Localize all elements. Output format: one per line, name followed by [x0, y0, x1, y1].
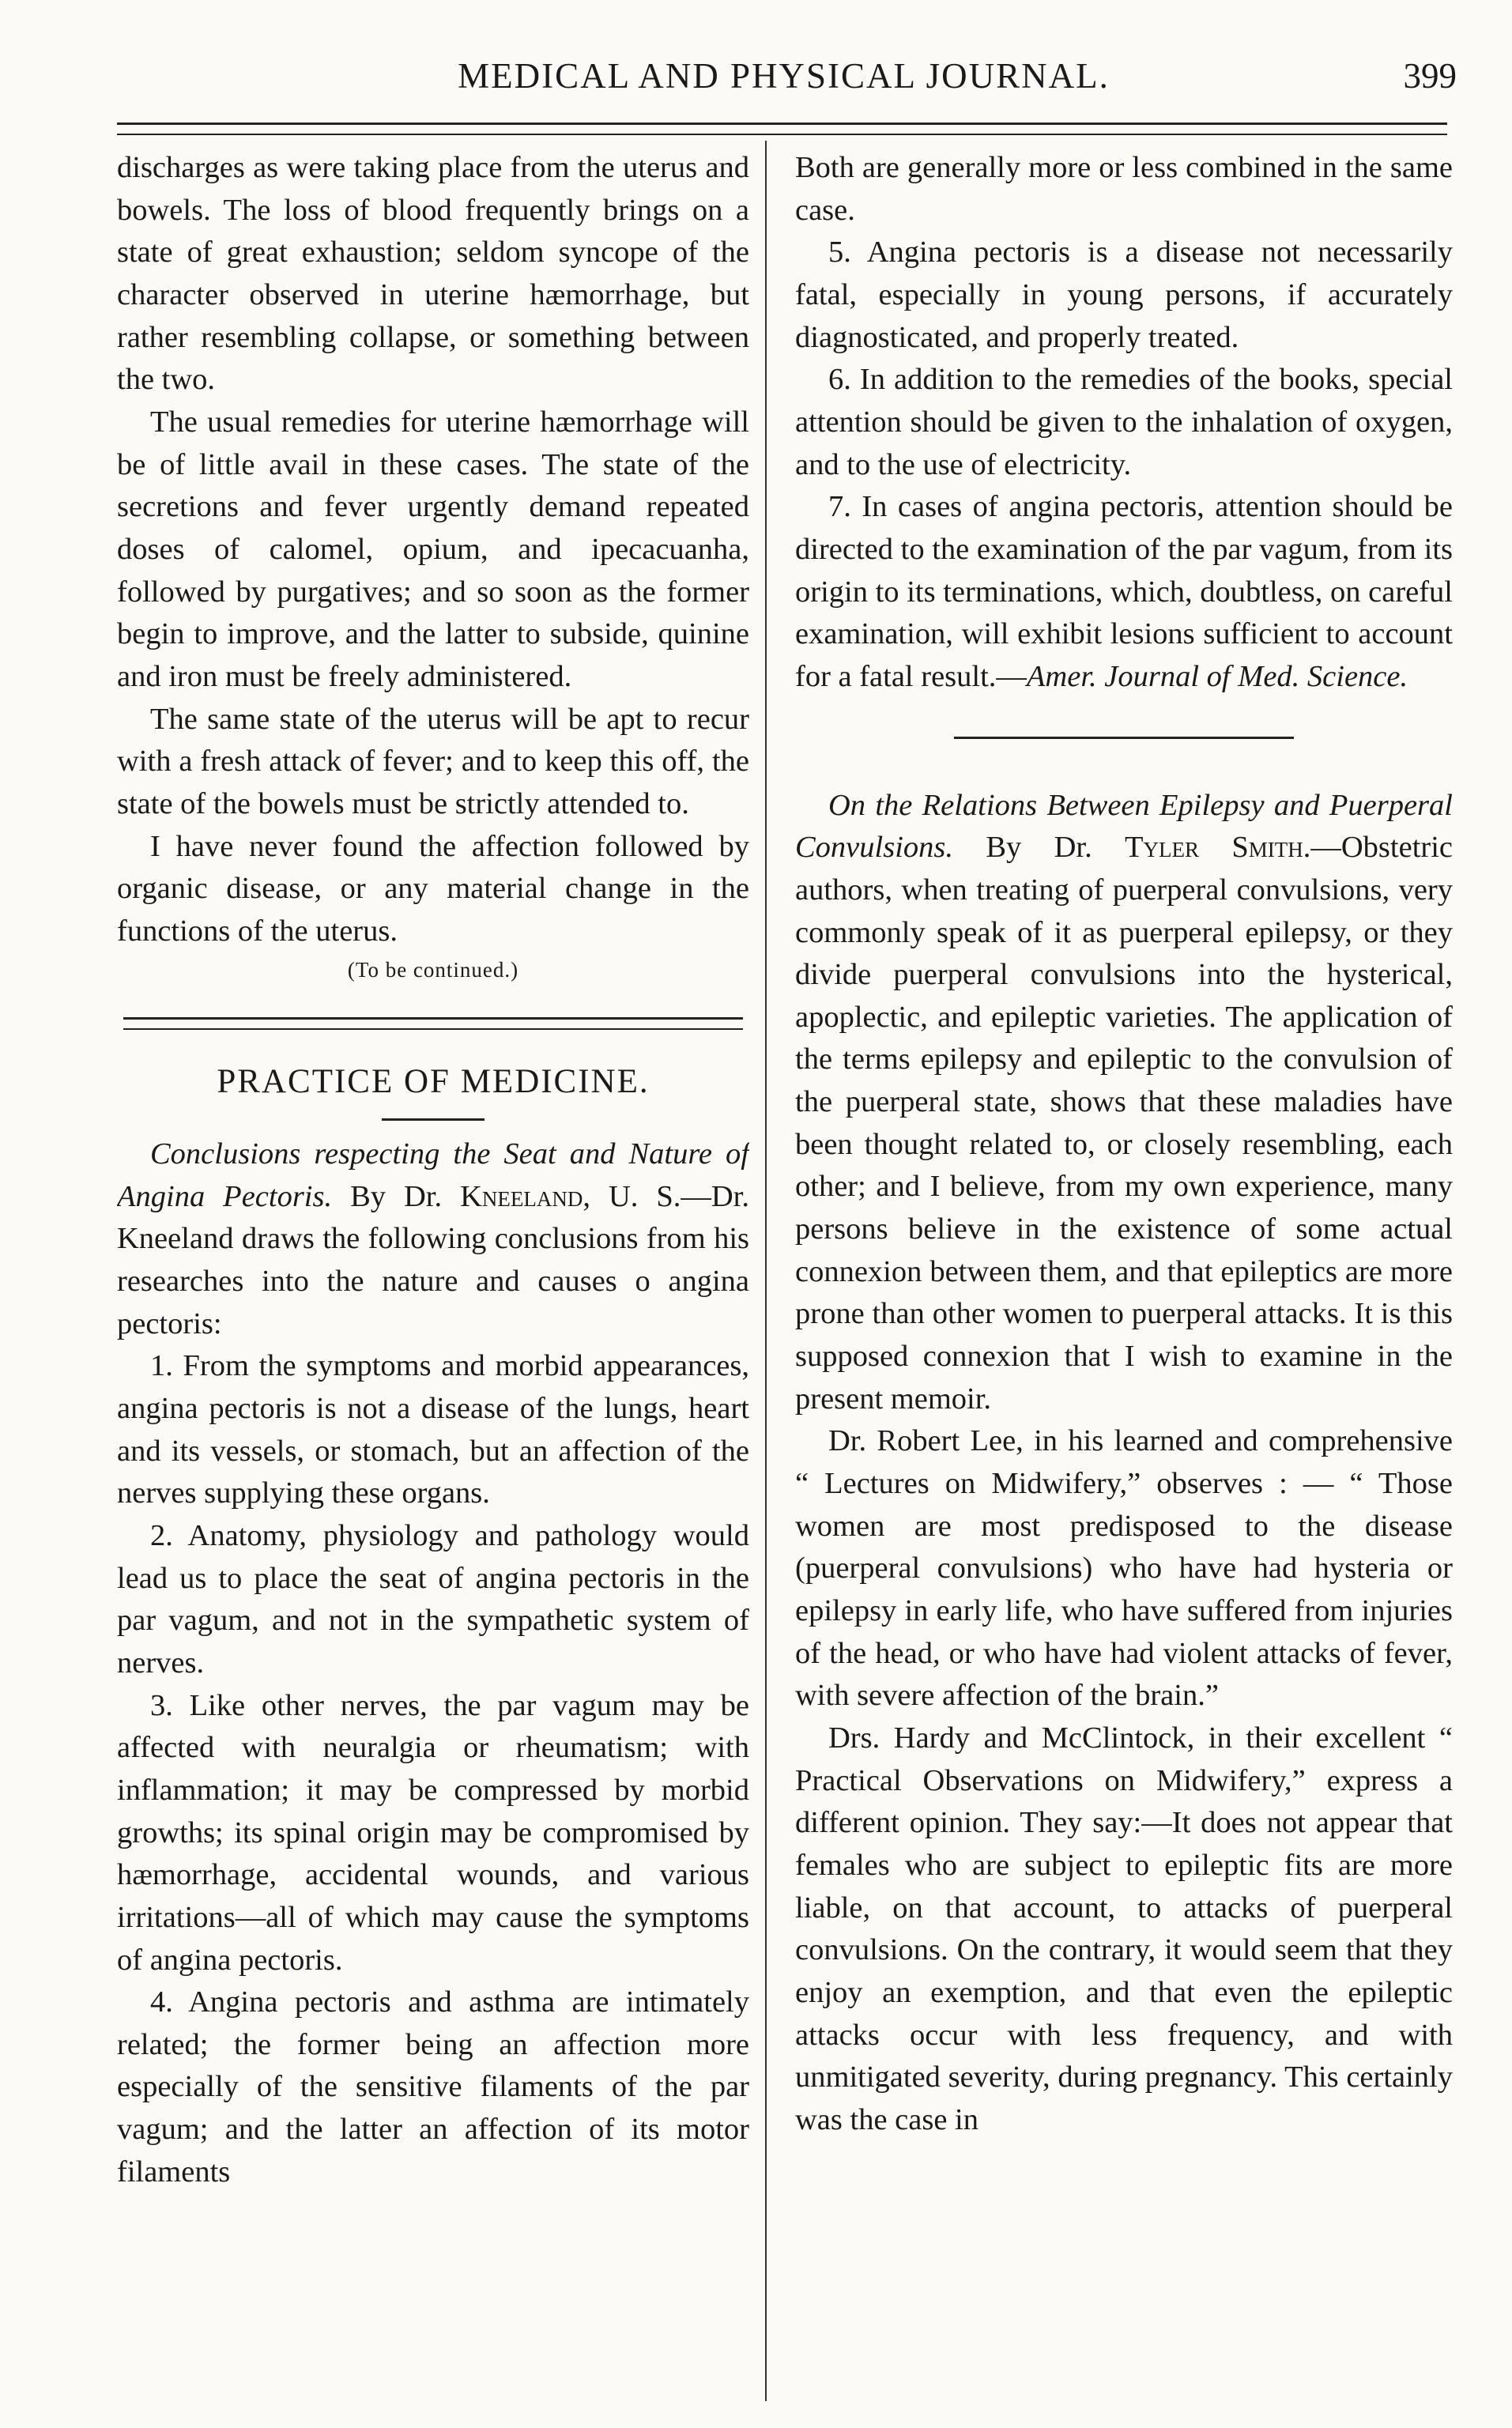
conclusion-item: 3. Like other nerves, the par vagum may be affected with neuralgia or rheumatism; with inflammation; it may be compressed by morbid growths; its spinal origin may be compromised by hæmorrhage, accidental wounds, and various irritations—all of which may cause the symptoms of angina pectoris.	[117, 1688, 749, 1977]
paragraph: I have never found the affection followed by organic disease, or any material change in the functions of the uterus.	[117, 829, 749, 948]
paragraph: Dr. Robert Lee, in his learned and comprehensive “ Lectures on Midwifery,” observes : — “ Those women are most predisposed to the disease (puerperal convulsions) who have had hysteria or epilepsy in early life, who have suffered from injuries of the head, or who have had violent attacks of fever, with severe affection of the brain.”	[795, 1424, 1453, 1713]
header-rule-top	[117, 123, 1447, 125]
intro-text: , U. S.—Dr. Kneeland draws the following conclusions from his researches into the nature and causes o angina pectoris:	[117, 1179, 749, 1340]
left-column	[117, 147, 749, 2415]
conclusion-item: 2. Anatomy, physiology and pathology would lead us to place the seat of angina pectoris in the par vagum, and not in the sympathetic system of nerves.	[117, 1518, 749, 1680]
byline-by: By Dr.	[350, 1179, 443, 1213]
byline-by: By Dr.	[986, 831, 1092, 865]
conclusion-item	[795, 486, 1453, 698]
paragraph: Drs. Hardy and McClintock, in their excellent “ Practical Observations on Midwifery,” express a different opinion. They say:—It does not appear that females who are subject to epileptic fits are more liable, on that account, to attacks of puerperal convulsions. On the contrary, it would seem that they enjoy an exemption, and that even the epileptic attacks occur with less frequency, and with unmitigated severity, during pregnancy. This certainly was the case in	[795, 1721, 1453, 2136]
article-divider	[954, 737, 1294, 739]
article-title: Conclusions respecting the Seat and Nature of Angina Pectoris.	[117, 1137, 749, 1213]
running-head	[111, 46, 1457, 101]
source-citation: Amer. Journal of Med. Science.	[1026, 659, 1408, 693]
author-name: Kneeland	[460, 1179, 583, 1213]
running-title: MEDICAL AND PHYSICAL JOURNAL.	[458, 56, 1110, 96]
column-divider	[765, 141, 767, 2401]
section-divider	[123, 1017, 743, 1030]
paragraph: discharges as were taking place from the uterus and bowels. The loss of blood frequently brings on a state of great exhaustion; seldom syncope of the character observed in uterine hæmorrhage, but rather resembling collapse, or something between the two.	[117, 151, 749, 397]
conclusion-item: 5. Angina pectoris is a disease not necessarily fatal, especially in young persons, if accurately diagnosticated, and properly treated.	[795, 236, 1453, 354]
conclusion-text: 7. In cases of angina pectoris, attention should be directed to the examination of the par vagum, from its origin to its terminations, which, doubtless, on careful examination, will exhibit lesions sufficient to account for a fatal result.—	[795, 490, 1453, 693]
author-name: Tyler Smith	[1125, 831, 1303, 865]
paragraph: The usual remedies for uterine hæmorrhage will be of little avail in these cases. The state of the secretions and fever urgently demand repeated doses of calomel, opium, and ipecacuanha, followed by purgatives; and so soon as the former begin to improve, and the latter to subside, quinine and iron must be freely administered.	[117, 405, 749, 693]
intro-text: .—Obstetric authors, when treating of puerperal convulsions, very commonly speak of it as puerperal epilepsy, or they divide puerperal convulsions into the hysterical, apoplectic, and epileptic varieties. The application of the terms epilepsy and epileptic to the convulsion of the puerperal state, shows that these maladies have been thought related to, or closely resembling, each other; and I believe, from my own experience, many persons believe in the existence of some actual connexion between them, and that epileptics are more prone than other women to puerperal attacks. It is this supposed connexion that I wish to examine in the present memoir.	[795, 831, 1453, 1416]
article-intro	[795, 785, 1453, 1421]
conclusion-item: 4. Angina pectoris and asthma are intimately related; the former being an affection more especially of the sensitive filaments of the par vagum; and the latter an affection of its motor filaments	[117, 1985, 749, 2189]
header-rule-bottom	[117, 134, 1447, 135]
page-number: 399	[1403, 56, 1457, 96]
article-title: On the Relations Between Epilepsy and Puerperal Convulsions.	[795, 788, 1453, 865]
article-intro	[117, 1133, 749, 1345]
paragraph: Both are generally more or less combined in the same case.	[795, 151, 1453, 227]
short-rule	[382, 1118, 485, 1121]
section-heading: PRACTICE OF MEDICINE.	[217, 1063, 650, 1101]
conclusion-item: 6. In addition to the remedies of the books, special attention should be given to the inhalation of oxygen, and to the use of electricity.	[795, 363, 1453, 481]
conclusion-item: 1. From the symptoms and morbid appearances, angina pectoris is not a disease of the lungs, heart and its vessels, or stomach, but an affection of the nerves supplying these organs.	[117, 1349, 749, 1510]
paragraph: The same state of the uterus will be apt to recur with a fresh attack of fever; and to keep this off, the state of the bowels must be strictly attended to.	[117, 702, 749, 820]
continued-note: (To be continued.)	[347, 958, 519, 982]
right-column	[795, 147, 1453, 2415]
